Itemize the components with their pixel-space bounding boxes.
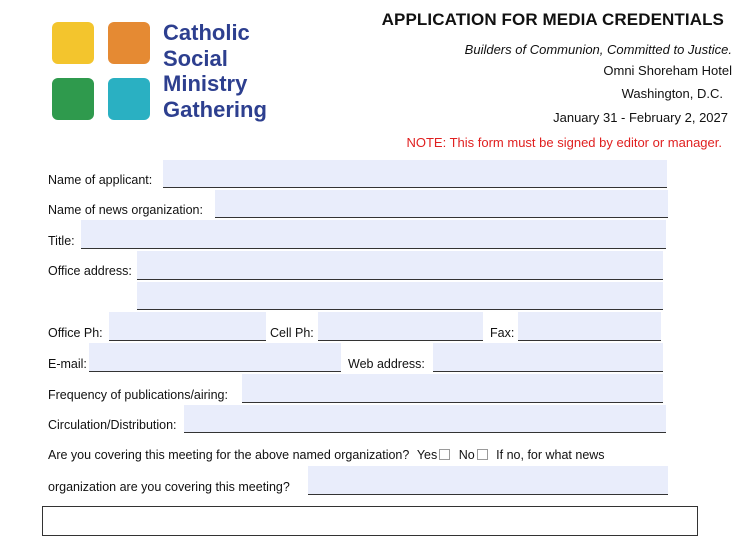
frequency-label: Frequency of publications/airing: — [48, 388, 228, 402]
fax-label: Fax: — [490, 326, 515, 340]
logo-square-teal — [108, 78, 150, 120]
cell-phone-field[interactable] — [318, 312, 483, 341]
yes-checkbox[interactable] — [439, 449, 450, 460]
organization-label: Name of news organization: — [48, 203, 203, 217]
city: Washington, D.C. — [621, 86, 723, 101]
logo-square-yellow — [52, 22, 94, 64]
applicant-label: Name of applicant: — [48, 173, 153, 187]
form-title: APPLICATION FOR MEDIA CREDENTIALS — [381, 10, 724, 29]
logo-square-green — [52, 78, 94, 120]
address-field-line1[interactable] — [137, 251, 663, 280]
organization-field[interactable] — [215, 190, 668, 218]
signature-note: NOTE: This form must be signed by editor or manager. — [406, 135, 722, 150]
office-phone-label: Office Ph: — [48, 326, 103, 340]
venue: Omni Shoreham Hotel — [603, 63, 732, 78]
address-field-line2[interactable] — [137, 282, 663, 310]
no-checkbox[interactable] — [477, 449, 488, 460]
logo-line: Catholic — [163, 20, 250, 45]
no-label: No — [458, 448, 475, 462]
circulation-field[interactable] — [184, 405, 666, 433]
event-dates: January 31 - February 2, 2027 — [553, 110, 728, 125]
fax-field[interactable] — [518, 312, 661, 341]
logo-text — [163, 20, 267, 122]
web-address-label: Web address: — [348, 357, 425, 371]
cell-phone-label: Cell Ph: — [270, 326, 314, 340]
covering-org-field[interactable] — [308, 466, 668, 495]
yes-label: Yes — [416, 448, 438, 462]
frequency-field[interactable] — [242, 374, 663, 403]
circulation-label: Circulation/Distribution: — [48, 418, 177, 432]
tagline: Builders of Communion, Committed to Justice. — [464, 42, 732, 57]
agreement-box — [42, 506, 698, 536]
logo-square-orange — [108, 22, 150, 64]
covering-org-label: organization are you covering this meeting? — [48, 480, 290, 494]
covering-question-row — [48, 448, 605, 462]
covering-question: Are you covering this meeting for the above named organization? — [48, 448, 410, 462]
logo-line: Gathering — [163, 96, 267, 122]
title-label: Title: — [48, 234, 75, 248]
logo-line: Social — [163, 45, 228, 71]
email-label: E-mail: — [48, 357, 87, 371]
applicant-field[interactable] — [163, 160, 667, 188]
email-field[interactable] — [89, 343, 341, 372]
title-field[interactable] — [81, 220, 666, 249]
if-no-label: If no, for what news — [496, 448, 605, 462]
web-address-field[interactable] — [433, 343, 663, 372]
address-label: Office address: — [48, 264, 132, 278]
office-phone-field[interactable] — [109, 312, 266, 341]
logo-line: Ministry — [163, 71, 248, 96]
